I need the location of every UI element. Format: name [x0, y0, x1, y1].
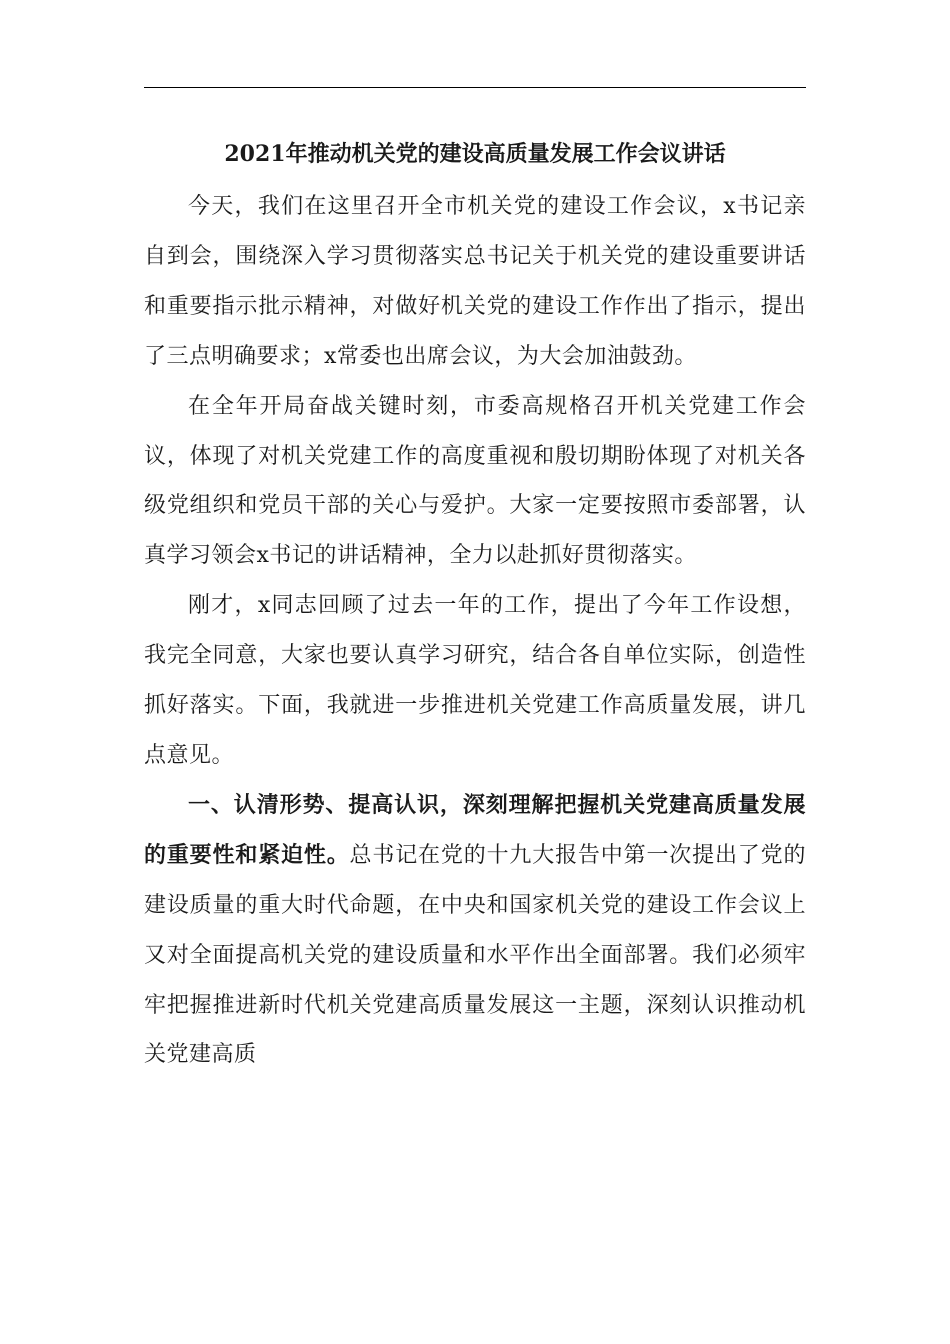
paragraph-1-text: 今天，我们在这里召开全市机关党的建设工作会议，x书记亲自到会，围绕深入学习贯彻落实总书记关于机关党的建设重要讲话和重要指示批示精神，对做好机关党的建设工作作出了指示，提出了三点明确要求；x常委也出席会议，为大会加油鼓劲。 — [144, 194, 806, 369]
document-title: 2021年推动机关党的建设高质量发展工作会议讲话 — [224, 141, 726, 167]
header-rule — [144, 87, 806, 88]
section-heading-1: 一、认清形势、提高认识，深刻理解把握机关党建高质量发展的重要性和紧迫性。 — [144, 791, 806, 868]
paragraph-3 — [144, 581, 806, 781]
paragraph-3-text: 刚才，x同志回顾了过去一年的工作，提出了今年工作设想，我完全同意，大家也要认真学习研究，结合各自单位实际，创造性抓好落实。下面，我就进一步推进机关党建工作高质量发展，讲几点意见。 — [144, 593, 806, 768]
paragraph-4 — [144, 781, 806, 1080]
paragraph-2 — [144, 382, 806, 582]
paragraph-4-text: 总书记在党的十九大报告中第一次提出了党的建设质量的重大时代命题，在中央和国家机关党的建设工作会议上又对全面提高机关党的建设质量和水平作出全面部署。我们必须牢牢把握推进新时代机关党建高质量发展这一主题，深刻认识推动机关党建高质 — [144, 842, 806, 1068]
document-body — [144, 182, 806, 1080]
paragraph-1 — [144, 182, 806, 382]
paragraph-2-text: 在全年开局奋战关键时刻，市委高规格召开机关党建工作会议，体现了对机关党建工作的高度重视和殷切期盼体现了对机关各级党组织和党员干部的关心与爱护。大家一定要按照市委部署，认真学习领会x书记的讲话精神，全力以赴抓好贯彻落实。 — [144, 393, 806, 569]
